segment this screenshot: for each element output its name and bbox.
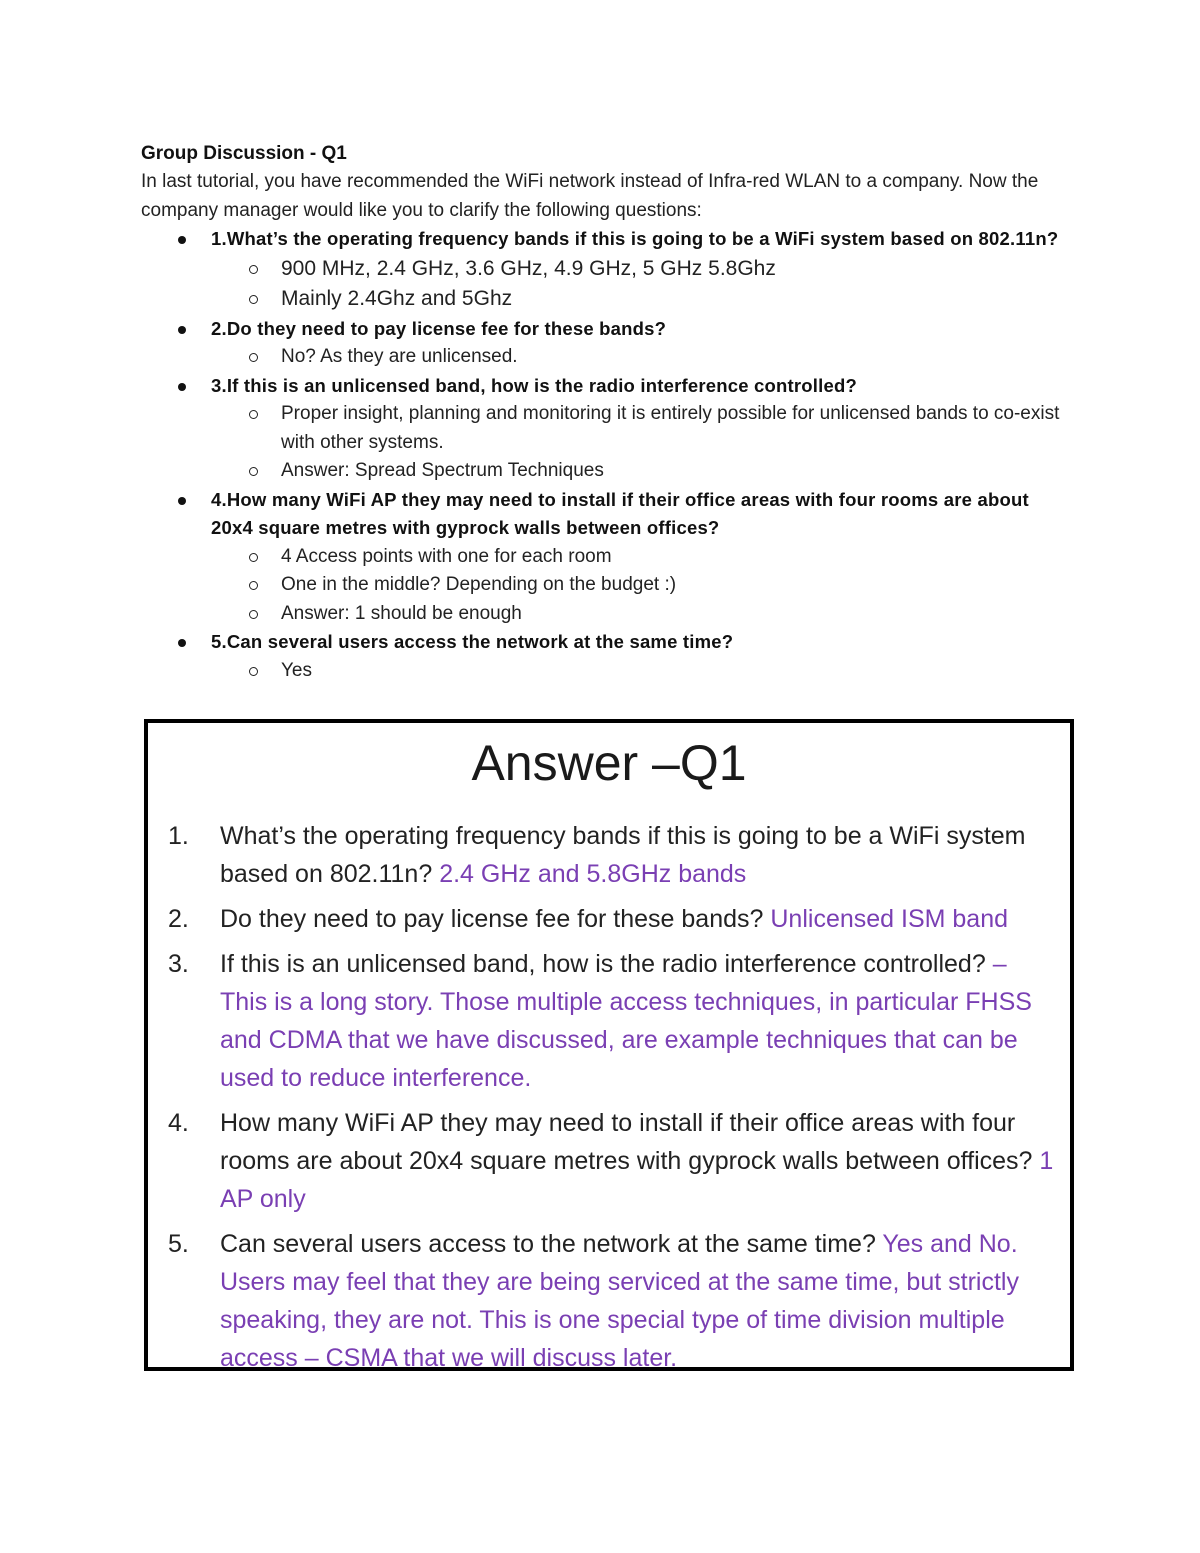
answer-text: 900 MHz, 2.4 GHz, 3.6 GHz, 4.9 GHz, 5 GHz 5.8Ghz [281,256,776,280]
question-text: 1.What’s the operating frequency bands if this is going to be a WiFi system based on 802.11n? [211,228,1059,249]
answer-slide-item [168,817,1058,893]
circle-bullet-icon [249,667,258,676]
item-answer: Yes and No. Users may feel that they are being serviced at the same time, but strictly speaking, they are not. This is one special type of time division multiple access – CSMA that we will discuss later. [220,1230,1019,1372]
question-item [141,486,1061,629]
circle-bullet-icon [249,353,258,362]
answer-slide-item [168,1104,1058,1218]
item-question: Can several users access to the network at the same time? [220,1230,883,1258]
question-item [141,372,1061,486]
circle-bullet-icon [249,265,258,274]
answer-slide-title: Answer –Q1 [471,735,747,791]
answer-slide-item [168,1225,1058,1377]
bullet-icon [178,326,186,334]
bullet-icon [178,497,186,505]
question-item [141,225,1061,315]
answer-text: Yes [281,659,312,681]
item-number: 2. [168,905,189,933]
item-number: 4. [168,1109,189,1137]
item-answer: 2.4 GHz and 5.8GHz bands [439,860,747,888]
item-answer: – This is a long story. Those multiple access techniques, in particular FHSS and CDMA that we have discussed, are example techniques that can be used to reduce interference. [220,950,1032,1092]
question-item [141,628,1061,685]
circle-bullet-icon [249,410,258,419]
question-text: 2.Do they need to pay license fee for these bands? [211,317,667,339]
answer-list [211,343,1061,372]
question-text: 4.How many WiFi AP they may need to install if their office areas with four rooms are about 20x4 square metres with gyprock walls between offices? [211,488,1029,538]
bullet-icon [178,639,186,647]
answer-slide-item [168,900,1058,938]
item-question: What’s the operating frequency bands if this is going to be a WiFi system based on 802.11n? [220,822,1026,888]
question-text: 3.If this is an unlicensed band, how is the radio interference controlled? [211,374,857,396]
circle-bullet-icon [249,467,258,476]
item-question: How many WiFi AP they may need to install if their office areas with four rooms are about 20x4 square metres with gyprock walls between offices? [220,1109,1040,1175]
answer-slide-image [144,719,1074,1371]
answer-item [141,571,1061,600]
answer-item [141,400,1061,457]
page-title: Group Discussion - Q1 [141,143,347,164]
answer-item [141,543,1061,572]
item-answer: 1 AP only [220,1147,1054,1213]
circle-bullet-icon [249,581,258,590]
answer-text: Proper insight, planning and monitoring it is entirely possible for unlicensed bands to co-exist with other systems. [281,403,1060,453]
question-text: 5.Can several users access the network at the same time? [211,631,734,652]
answer-item [141,600,1061,629]
answer-text: 4 Access points with one for each room [281,545,612,567]
answer-slide-list [168,817,1058,1384]
answer-text: One in the middle? Depending on the budget :) [281,574,677,595]
item-number: 3. [168,950,189,978]
circle-bullet-icon [249,553,258,562]
answer-text: No? As they are unlicensed. [281,346,518,367]
answer-item [141,343,1061,372]
document-body [141,140,1061,685]
answer-list [211,657,1061,686]
question-item [141,315,1061,372]
answer-text: Answer: Spread Spectrum Techniques [281,460,604,481]
answer-item [141,457,1061,486]
item-number: 5. [168,1230,189,1258]
item-number: 1. [168,822,189,850]
answer-item [141,657,1061,686]
answer-slide-item [168,945,1058,1097]
item-question: Do they need to pay license fee for these bands? [220,905,771,933]
intro-paragraph: In last tutorial, you have recommended the WiFi network instead of Infra-red WLAN to a company. Now the company manager would like you to clarify the following questions: [141,171,1039,221]
answer-text: Mainly 2.4Ghz and 5Ghz [281,287,513,310]
answer-list [211,400,1061,486]
answer-list [211,254,1061,315]
answer-text: Answer: 1 should be enough [281,602,522,624]
question-list [141,225,1061,685]
answer-list [211,543,1061,629]
bullet-icon [178,383,186,391]
item-question: If this is an unlicensed band, how is the radio interference controlled? [220,950,993,978]
circle-bullet-icon [249,610,258,619]
item-answer: Unlicensed ISM band [770,905,1009,933]
answer-item [141,284,1061,315]
bullet-icon [178,236,186,244]
answer-item [141,254,1061,285]
circle-bullet-icon [249,295,258,304]
